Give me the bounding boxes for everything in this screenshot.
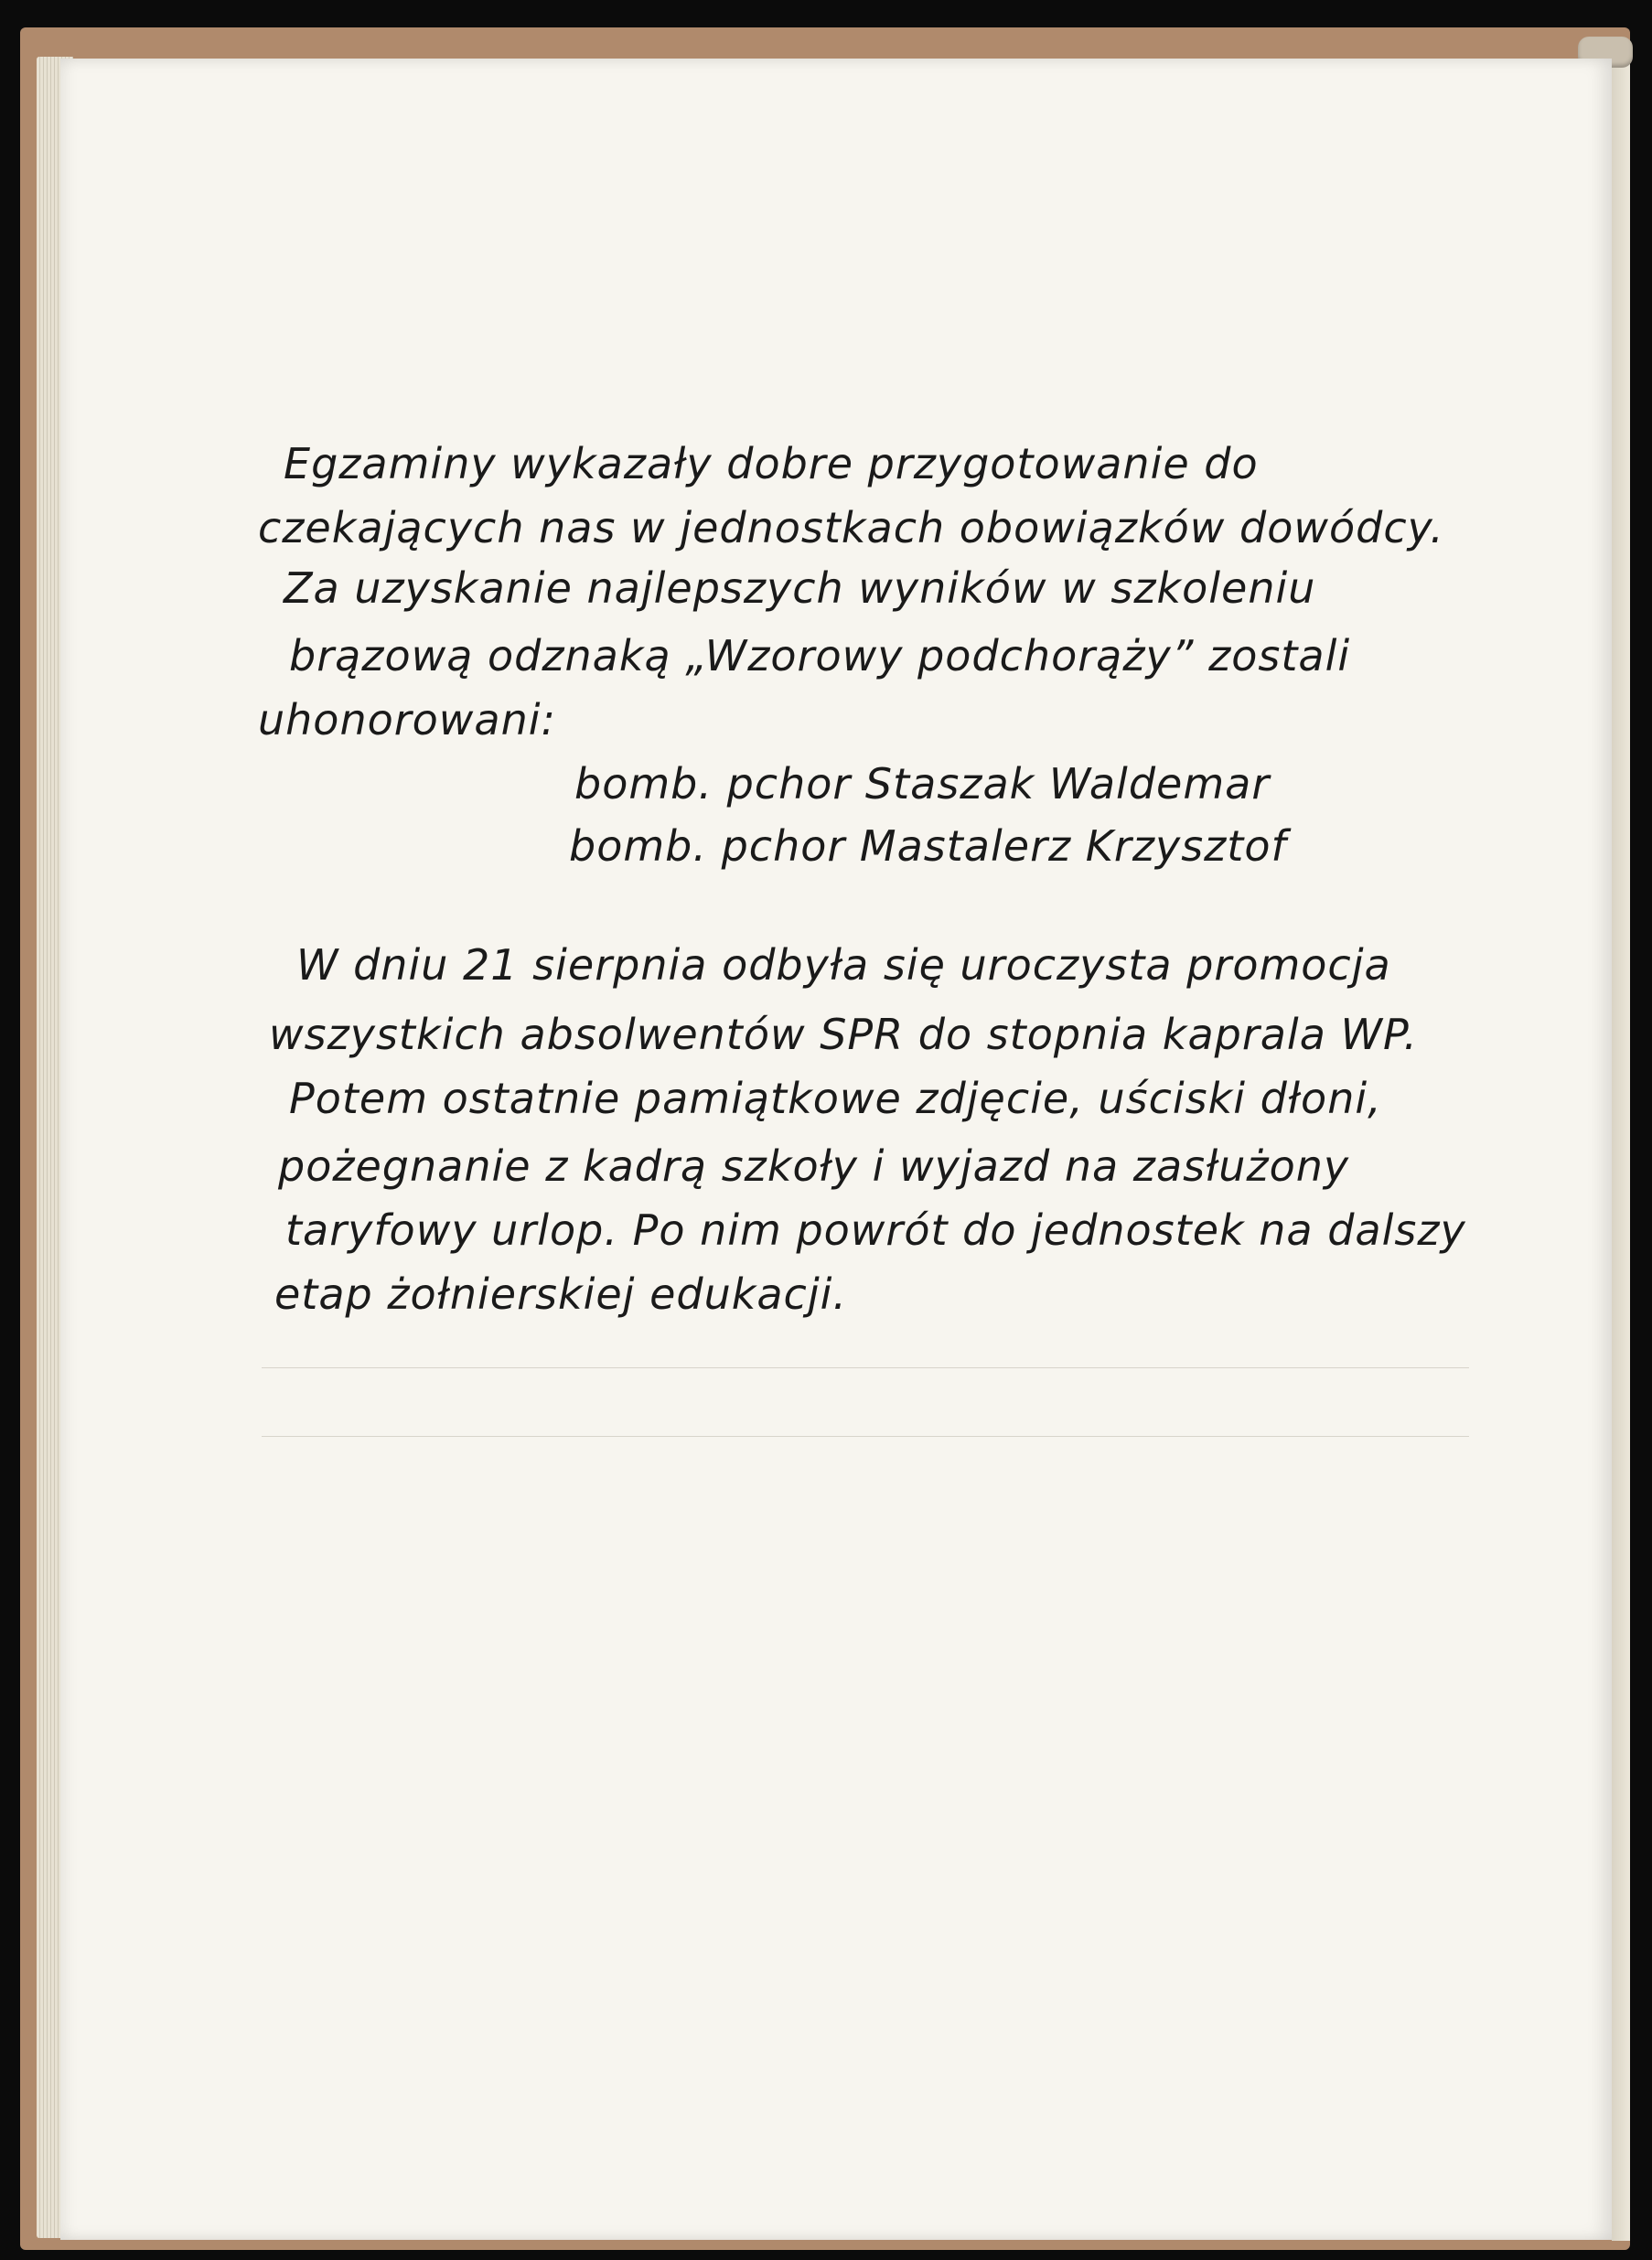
honoree-2: bomb. pchor Mastalerz Krzysztof — [569, 821, 1287, 871]
page-edges-right — [1612, 64, 1630, 2241]
paragraph1-line-4: brązową odznaką „Wzorowy podchorąży” zostali — [289, 631, 1351, 680]
paragraph1-line-1: Egzaminy wykazały dobre przygotowanie do — [284, 439, 1259, 488]
paragraph1-line-2: czekających nas w jednostkach obowiązków dowódcy. — [258, 503, 1444, 552]
paragraph2-line-6: etap żołnierskiej edukacji. — [274, 1269, 848, 1319]
paragraph2-line-4: pożegnanie z kadrą szkoły i wyjazd na zasłużony — [278, 1141, 1350, 1191]
paragraph2-line-5: taryfowy urlop. Po nim powrót do jednostek na dalszy — [285, 1205, 1466, 1255]
ruled-line — [262, 1367, 1469, 1368]
paragraph1-line-3: Za uzyskanie najlepszych wyników w szkoleniu — [284, 563, 1316, 613]
paragraph2-line-1: W dniu 21 sierpnia odbyła się uroczysta promocja — [296, 940, 1391, 990]
paragraph1-line-5: uhonorowani: — [258, 695, 557, 744]
paragraph2-line-3: Potem ostatnie pamiątkowe zdjęcie, uściski dłoni, — [289, 1074, 1382, 1123]
ruled-line — [262, 1436, 1469, 1437]
paragraph2-line-2: wszystkich absolwentów SPR do stopnia kaprala WP. — [269, 1010, 1419, 1059]
honoree-1: bomb. pchor Staszak Waldemar — [574, 759, 1271, 809]
